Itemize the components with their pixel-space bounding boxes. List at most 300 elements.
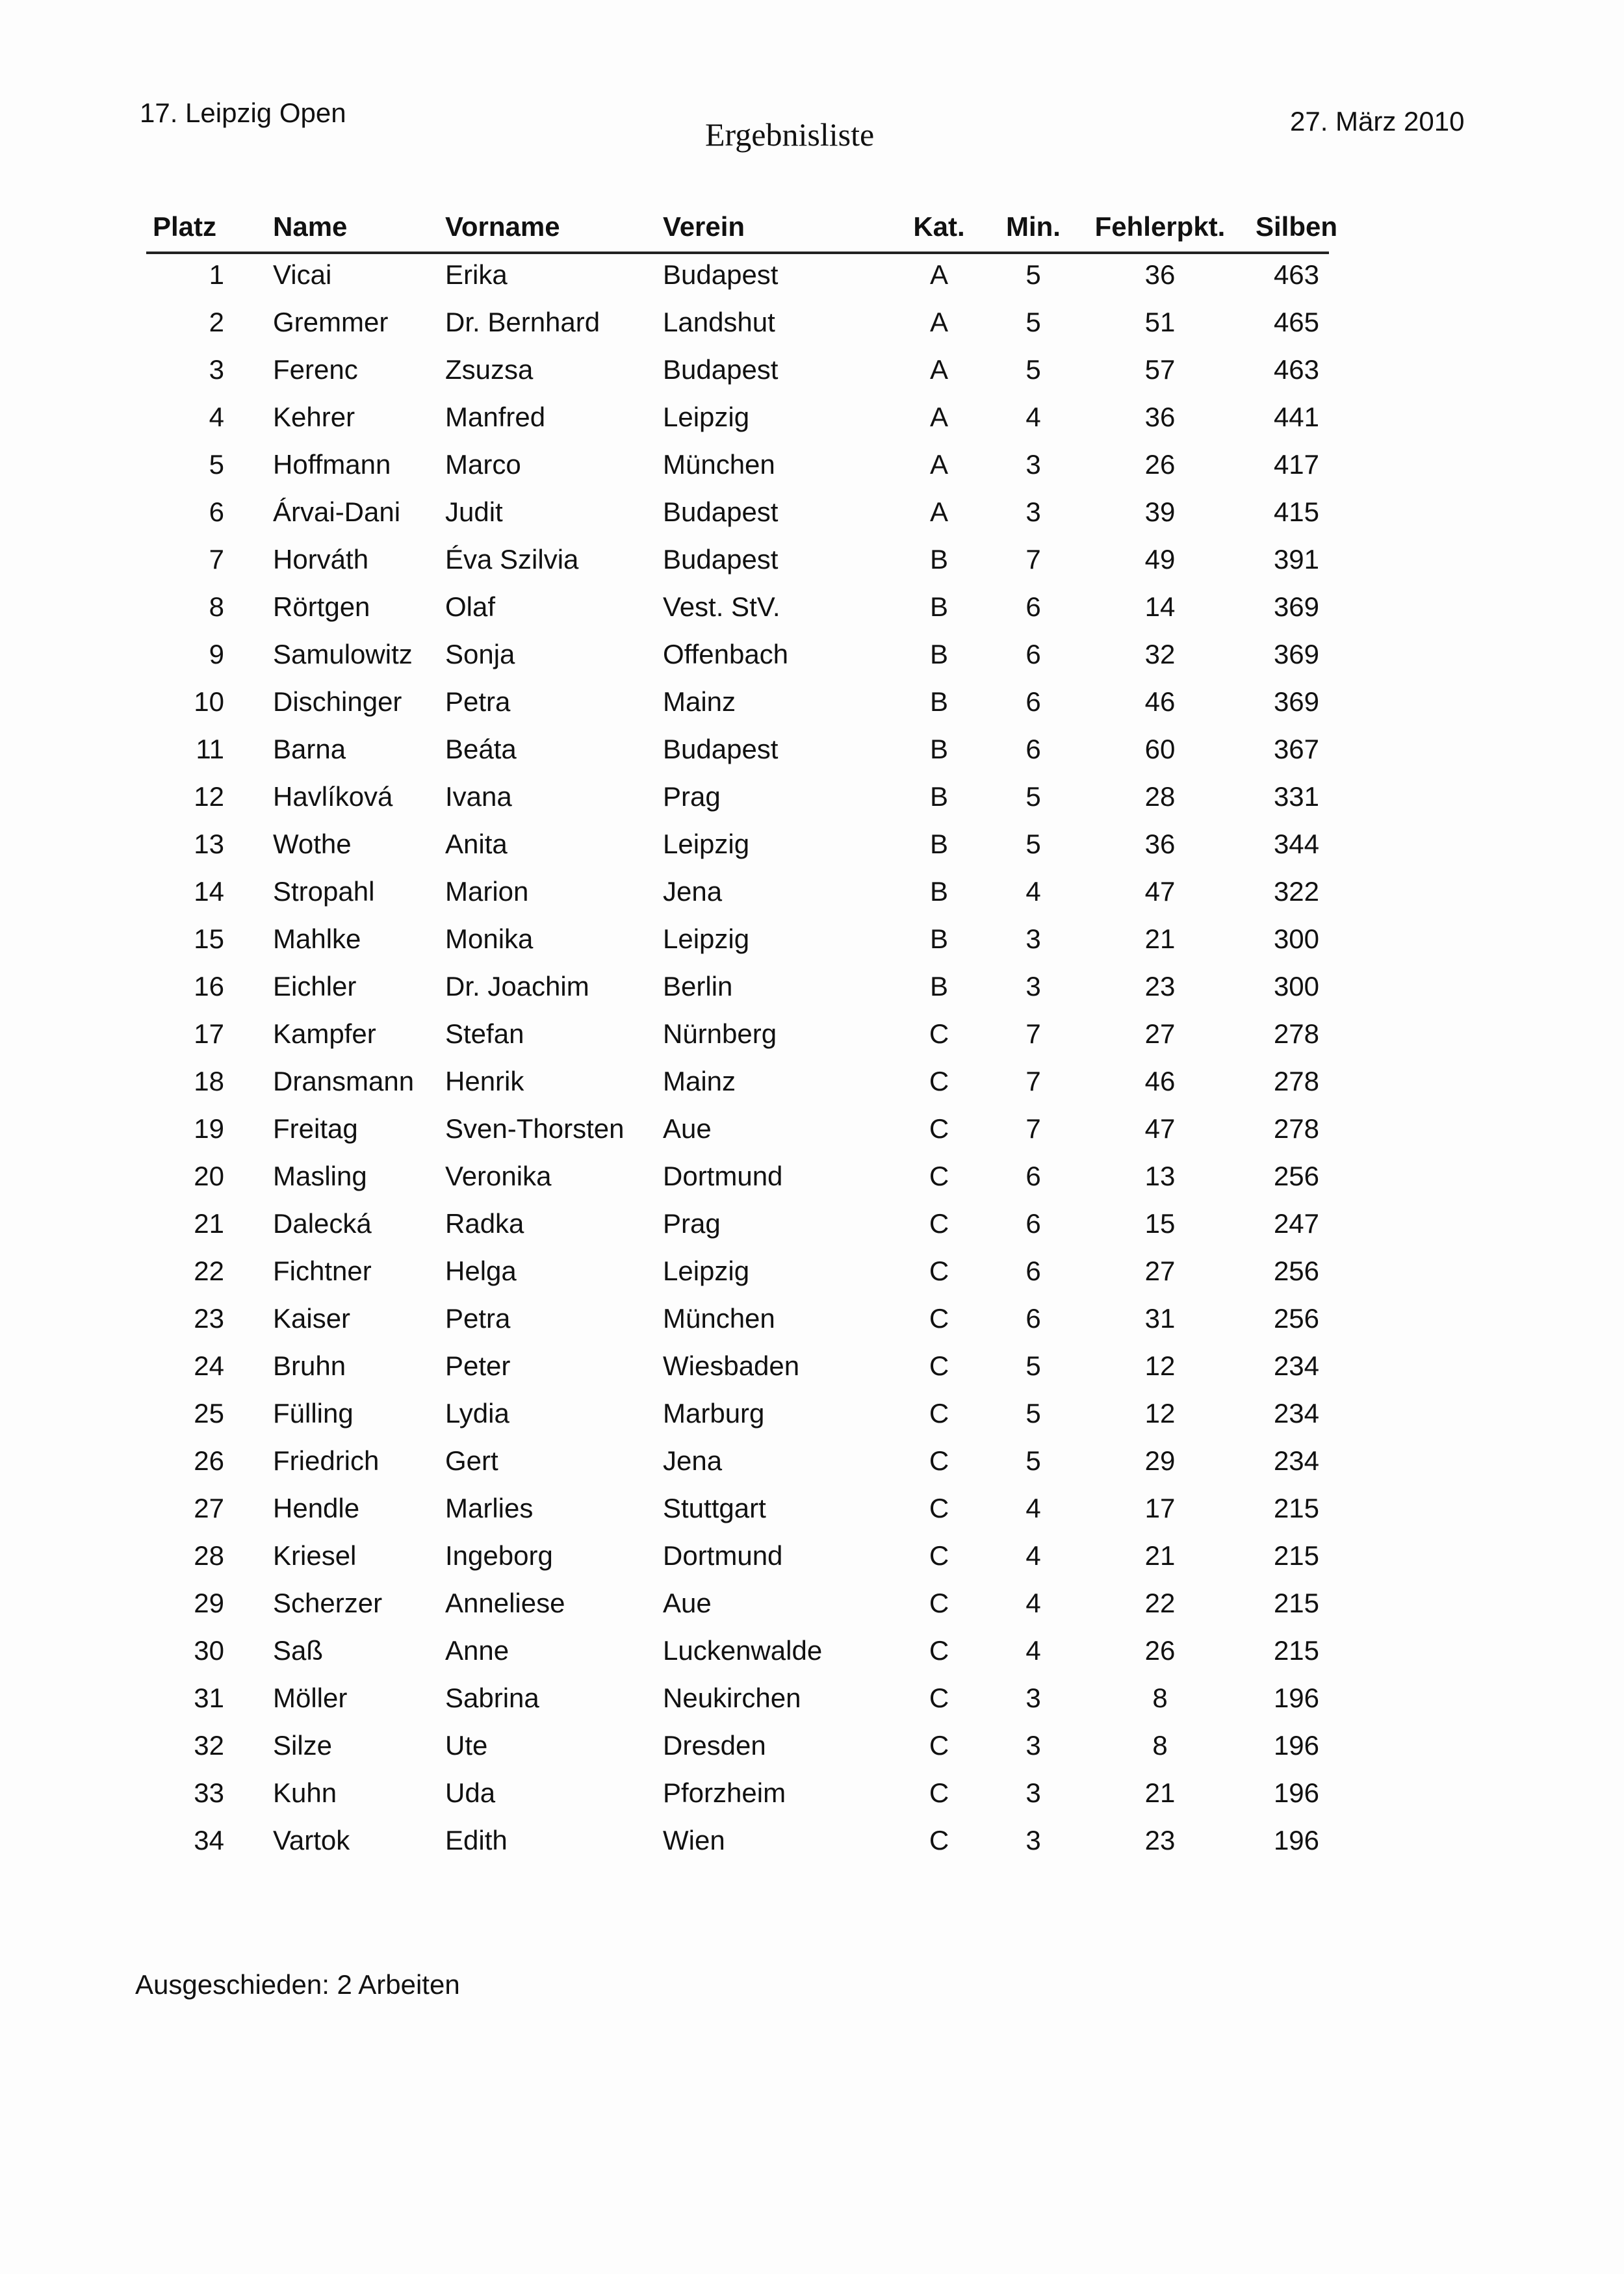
cell-verein: Berlin	[663, 971, 733, 1001]
cell-verein: Luckenwalde	[663, 1635, 823, 1666]
table-row	[146, 1256, 1329, 1303]
cell-platz: 22	[194, 1256, 224, 1286]
cell-min: 3	[1025, 1730, 1041, 1761]
cell-name: Scherzer	[273, 1588, 383, 1618]
cell-vorname: Petra	[445, 686, 511, 717]
cell-name: Eichler	[273, 971, 357, 1001]
cell-fehlerpkt: 60	[1144, 734, 1176, 764]
cell-verein: Dortmund	[663, 1161, 783, 1191]
cell-min: 4	[1025, 402, 1041, 432]
cell-vorname: Marion	[445, 876, 529, 907]
cell-name: Dalecká	[273, 1208, 372, 1239]
cell-silben: 256	[1273, 1256, 1320, 1286]
event-date: 27. März 2010	[1290, 106, 1465, 136]
cell-vorname: Peter	[445, 1350, 511, 1381]
cell-silben: 367	[1273, 734, 1320, 764]
cell-name: Barna	[273, 734, 346, 764]
cell-verein: Dresden	[663, 1730, 766, 1761]
table-row	[146, 1208, 1329, 1256]
cell-min: 5	[1025, 354, 1041, 385]
cell-kat: C	[929, 1208, 949, 1239]
cell-vorname: Ivana	[445, 781, 512, 812]
cell-platz: 15	[194, 924, 224, 954]
cell-platz: 9	[209, 639, 224, 669]
cell-name: Friedrich	[273, 1445, 380, 1476]
cell-platz: 8	[209, 591, 224, 622]
cell-silben: 234	[1273, 1445, 1320, 1476]
cell-name: Kaiser	[273, 1303, 351, 1334]
cell-vorname: Marco	[445, 449, 521, 480]
cell-verein: Budapest	[663, 734, 779, 764]
table-row	[146, 1540, 1329, 1588]
cell-platz: 32	[194, 1730, 224, 1761]
cell-name: Masling	[273, 1161, 367, 1191]
cell-name: Hendle	[273, 1493, 360, 1523]
column-header-verein: Verein	[663, 211, 745, 242]
table-row	[146, 924, 1329, 971]
cell-silben: 300	[1273, 971, 1320, 1001]
cell-vorname: Sonja	[445, 639, 515, 669]
cell-kat: C	[929, 1730, 949, 1761]
table-body	[146, 254, 1329, 1872]
cell-silben: 391	[1273, 544, 1320, 575]
cell-fehlerpkt: 22	[1144, 1588, 1176, 1618]
table-row	[146, 1066, 1329, 1113]
cell-name: Dransmann	[273, 1066, 415, 1096]
column-header-name: Name	[273, 211, 348, 242]
cell-fehlerpkt: 27	[1144, 1256, 1176, 1286]
table-row	[146, 1398, 1329, 1445]
cell-silben: 234	[1273, 1350, 1320, 1381]
table-row	[146, 1588, 1329, 1635]
cell-min: 3	[1025, 497, 1041, 527]
cell-platz: 19	[194, 1113, 224, 1144]
cell-kat: A	[929, 354, 948, 385]
cell-verein: Mainz	[663, 1066, 736, 1096]
cell-platz: 26	[194, 1445, 224, 1476]
cell-silben: 441	[1273, 402, 1320, 432]
cell-vorname: Radka	[445, 1208, 524, 1239]
cell-min: 6	[1025, 1303, 1041, 1334]
cell-fehlerpkt: 17	[1144, 1493, 1176, 1523]
table-row	[146, 781, 1329, 829]
cell-min: 6	[1025, 734, 1041, 764]
table-row	[146, 449, 1329, 497]
cell-verein: Leipzig	[663, 829, 750, 859]
column-header-platz: Platz	[153, 211, 217, 242]
cell-kat: A	[929, 449, 948, 480]
cell-platz: 20	[194, 1161, 224, 1191]
cell-silben: 247	[1273, 1208, 1320, 1239]
cell-kat: B	[929, 924, 948, 954]
column-header-silben: Silben	[1255, 211, 1338, 242]
table-row	[146, 829, 1329, 876]
cell-platz: 3	[209, 354, 224, 385]
cell-min: 3	[1025, 1683, 1041, 1713]
cell-fehlerpkt: 29	[1144, 1445, 1176, 1476]
cell-name: Havlíková	[273, 781, 393, 812]
cell-platz: 31	[194, 1683, 224, 1713]
cell-fehlerpkt: 15	[1144, 1208, 1176, 1239]
cell-kat: B	[929, 639, 948, 669]
cell-fehlerpkt: 47	[1144, 876, 1176, 907]
table-row	[146, 1730, 1329, 1777]
table-row	[146, 1635, 1329, 1683]
cell-platz: 30	[194, 1635, 224, 1666]
cell-verein: Wien	[663, 1825, 725, 1855]
page-title: Ergebnisliste	[705, 116, 875, 153]
cell-kat: C	[929, 1113, 949, 1144]
cell-vorname: Marlies	[445, 1493, 534, 1523]
cell-kat: B	[929, 781, 948, 812]
cell-min: 6	[1025, 1161, 1041, 1191]
cell-platz: 25	[194, 1398, 224, 1428]
cell-platz: 17	[194, 1018, 224, 1049]
cell-silben: 463	[1273, 354, 1320, 385]
cell-fehlerpkt: 12	[1144, 1350, 1176, 1381]
cell-kat: C	[929, 1398, 949, 1428]
cell-kat: C	[929, 1256, 949, 1286]
cell-silben: 196	[1273, 1825, 1320, 1855]
cell-name: Samulowitz	[273, 639, 413, 669]
cell-fehlerpkt: 46	[1144, 686, 1176, 717]
cell-name: Fichtner	[273, 1256, 372, 1286]
cell-platz: 27	[194, 1493, 224, 1523]
cell-platz: 29	[194, 1588, 224, 1618]
cell-name: Saß	[273, 1635, 324, 1666]
cell-silben: 369	[1273, 686, 1320, 717]
table-row	[146, 1350, 1329, 1398]
table-row	[146, 497, 1329, 544]
cell-min: 6	[1025, 1256, 1041, 1286]
cell-verein: Dortmund	[663, 1540, 783, 1571]
table-row	[146, 1303, 1329, 1350]
cell-fehlerpkt: 47	[1144, 1113, 1176, 1144]
cell-vorname: Edith	[445, 1825, 508, 1855]
cell-vorname: Zsuzsa	[445, 354, 534, 385]
cell-kat: A	[929, 307, 948, 337]
cell-verein: München	[663, 449, 775, 480]
cell-verein: Budapest	[663, 544, 779, 575]
cell-silben: 344	[1273, 829, 1320, 859]
cell-min: 6	[1025, 591, 1041, 622]
cell-kat: A	[929, 497, 948, 527]
cell-name: Möller	[273, 1683, 348, 1713]
cell-platz: 11	[196, 734, 224, 764]
cell-fehlerpkt: 14	[1144, 591, 1176, 622]
cell-silben: 322	[1273, 876, 1320, 907]
cell-silben: 369	[1273, 639, 1320, 669]
cell-min: 3	[1025, 1825, 1041, 1855]
cell-min: 4	[1025, 1540, 1041, 1571]
cell-name: Kehrer	[273, 402, 355, 432]
cell-verein: Marburg	[663, 1398, 765, 1428]
cell-min: 6	[1025, 1208, 1041, 1239]
cell-silben: 234	[1273, 1398, 1320, 1428]
cell-vorname: Sabrina	[445, 1683, 539, 1713]
cell-verein: Jena	[663, 876, 723, 907]
cell-fehlerpkt: 28	[1144, 781, 1176, 812]
cell-min: 7	[1025, 544, 1041, 575]
cell-vorname: Uda	[445, 1777, 496, 1808]
cell-vorname: Anita	[445, 829, 508, 859]
cell-min: 3	[1025, 1777, 1041, 1808]
cell-kat: C	[929, 1018, 949, 1049]
cell-kat: B	[929, 829, 948, 859]
cell-fehlerpkt: 23	[1144, 1825, 1176, 1855]
cell-silben: 465	[1273, 307, 1320, 337]
cell-name: Rörtgen	[273, 591, 370, 622]
cell-vorname: Ingeborg	[445, 1540, 553, 1571]
cell-fehlerpkt: 39	[1144, 497, 1176, 527]
cell-platz: 7	[209, 544, 224, 575]
cell-vorname: Dr. Bernhard	[445, 307, 600, 337]
cell-kat: C	[929, 1635, 949, 1666]
cell-kat: C	[929, 1777, 949, 1808]
cell-kat: A	[929, 259, 948, 290]
cell-silben: 463	[1273, 259, 1320, 290]
cell-silben: 278	[1273, 1066, 1320, 1096]
cell-min: 5	[1025, 307, 1041, 337]
cell-fehlerpkt: 27	[1144, 1018, 1176, 1049]
cell-min: 4	[1025, 1493, 1041, 1523]
cell-kat: A	[929, 402, 948, 432]
cell-platz: 34	[194, 1825, 224, 1855]
cell-kat: C	[929, 1540, 949, 1571]
cell-verein: Wiesbaden	[663, 1350, 800, 1381]
cell-verein: Nürnberg	[663, 1018, 777, 1049]
cell-name: Stropahl	[273, 876, 375, 907]
cell-platz: 23	[194, 1303, 224, 1334]
cell-vorname: Sven-Thorsten	[445, 1113, 625, 1144]
cell-name: Mahlke	[273, 924, 361, 954]
table-row	[146, 1445, 1329, 1493]
column-header-fehlerpkt: Fehlerpkt.	[1094, 211, 1226, 242]
cell-name: Kuhn	[273, 1777, 337, 1808]
cell-platz: 4	[209, 402, 224, 432]
cell-fehlerpkt: 12	[1144, 1398, 1176, 1428]
table-row	[146, 402, 1329, 449]
cell-min: 6	[1025, 639, 1041, 669]
cell-platz: 12	[194, 781, 224, 812]
cell-verein: Budapest	[663, 259, 779, 290]
cell-fehlerpkt: 32	[1144, 639, 1176, 669]
cell-fehlerpkt: 36	[1144, 829, 1176, 859]
cell-fehlerpkt: 57	[1144, 354, 1176, 385]
cell-name: Silze	[273, 1730, 333, 1761]
cell-kat: C	[929, 1588, 949, 1618]
cell-fehlerpkt: 46	[1144, 1066, 1176, 1096]
table-row	[146, 544, 1329, 591]
table-row	[146, 1777, 1329, 1825]
cell-min: 4	[1025, 876, 1041, 907]
column-header-min: Min.	[1006, 211, 1061, 242]
cell-min: 7	[1025, 1018, 1041, 1049]
cell-verein: Leipzig	[663, 924, 750, 954]
cell-platz: 21	[194, 1208, 224, 1239]
cell-platz: 16	[194, 971, 224, 1001]
cell-silben: 215	[1273, 1588, 1320, 1618]
cell-kat: B	[929, 544, 948, 575]
cell-kat: C	[929, 1161, 949, 1191]
table-row	[146, 591, 1329, 639]
cell-vorname: Beáta	[445, 734, 517, 764]
cell-min: 5	[1025, 1350, 1041, 1381]
cell-vorname: Anneliese	[445, 1588, 565, 1618]
cell-fehlerpkt: 31	[1144, 1303, 1176, 1334]
cell-verein: München	[663, 1303, 775, 1334]
cell-verein: Leipzig	[663, 1256, 750, 1286]
cell-platz: 18	[194, 1066, 224, 1096]
cell-kat: B	[929, 686, 948, 717]
cell-min: 6	[1025, 686, 1041, 717]
cell-kat: B	[929, 734, 948, 764]
cell-vorname: Helga	[445, 1256, 517, 1286]
cell-verein: Leipzig	[663, 402, 750, 432]
table-row	[146, 639, 1329, 686]
cell-min: 4	[1025, 1635, 1041, 1666]
cell-min: 7	[1025, 1113, 1041, 1144]
cell-kat: C	[929, 1683, 949, 1713]
cell-fehlerpkt: 36	[1144, 402, 1176, 432]
cell-kat: C	[929, 1066, 949, 1096]
table-row	[146, 1825, 1329, 1872]
table-row	[146, 1683, 1329, 1730]
cell-verein: Mainz	[663, 686, 736, 717]
cell-silben: 369	[1273, 591, 1320, 622]
cell-silben: 256	[1273, 1161, 1320, 1191]
cell-platz: 5	[209, 449, 224, 480]
cell-vorname: Ute	[445, 1730, 488, 1761]
cell-verein: Aue	[663, 1113, 712, 1144]
cell-kat: C	[929, 1493, 949, 1523]
cell-name: Freitag	[273, 1113, 358, 1144]
cell-verein: Landshut	[663, 307, 775, 337]
cell-kat: C	[929, 1445, 949, 1476]
cell-name: Wothe	[273, 829, 352, 859]
cell-verein: Prag	[663, 781, 721, 812]
cell-verein: Prag	[663, 1208, 721, 1239]
table-row	[146, 971, 1329, 1018]
cell-silben: 278	[1273, 1018, 1320, 1049]
cell-platz: 33	[194, 1777, 224, 1808]
cell-vorname: Petra	[445, 1303, 511, 1334]
cell-vorname: Judit	[445, 497, 503, 527]
column-header-vorname: Vorname	[445, 211, 560, 242]
cell-min: 7	[1025, 1066, 1041, 1096]
cell-fehlerpkt: 23	[1144, 971, 1176, 1001]
cell-name: Ferenc	[273, 354, 358, 385]
table-row	[146, 1018, 1329, 1066]
cell-vorname: Gert	[445, 1445, 498, 1476]
cell-vorname: Dr. Joachim	[445, 971, 589, 1001]
cell-fehlerpkt: 49	[1144, 544, 1176, 575]
column-header-kat: Kat.	[913, 211, 965, 242]
table-header	[146, 211, 1338, 254]
cell-verein: Vest. StV.	[663, 591, 780, 622]
cell-kat: B	[929, 876, 948, 907]
cell-silben: 331	[1273, 781, 1320, 812]
cell-name: Kriesel	[273, 1540, 357, 1571]
cell-silben: 415	[1273, 497, 1320, 527]
cell-kat: B	[929, 591, 948, 622]
cell-silben: 215	[1273, 1540, 1320, 1571]
cell-vorname: Henrik	[445, 1066, 524, 1096]
footer-note: Ausgeschieden: 2 Arbeiten	[135, 1969, 460, 2000]
cell-silben: 300	[1273, 924, 1320, 954]
cell-fehlerpkt: 8	[1152, 1683, 1168, 1713]
cell-platz: 24	[194, 1350, 224, 1381]
cell-fehlerpkt: 8	[1152, 1730, 1168, 1761]
cell-fehlerpkt: 51	[1144, 307, 1176, 337]
cell-fehlerpkt: 21	[1144, 1540, 1176, 1571]
cell-name: Gremmer	[273, 307, 389, 337]
table-row	[146, 307, 1329, 354]
cell-verein: Budapest	[663, 354, 779, 385]
cell-fehlerpkt: 21	[1144, 1777, 1176, 1808]
cell-kat: C	[929, 1303, 949, 1334]
cell-silben: 278	[1273, 1113, 1320, 1144]
cell-vorname: Manfred	[445, 402, 546, 432]
cell-platz: 6	[209, 497, 224, 527]
cell-verein: Stuttgart	[663, 1493, 766, 1523]
table-row	[146, 354, 1329, 402]
cell-fehlerpkt: 26	[1144, 449, 1176, 480]
cell-name: Vartok	[273, 1825, 350, 1855]
cell-min: 5	[1025, 1445, 1041, 1476]
cell-min: 5	[1025, 1398, 1041, 1428]
table-row	[146, 876, 1329, 924]
cell-min: 5	[1025, 781, 1041, 812]
cell-name: Kampfer	[273, 1018, 376, 1049]
cell-platz: 1	[209, 259, 224, 290]
cell-min: 3	[1025, 449, 1041, 480]
table-row	[146, 1493, 1329, 1540]
cell-name: Bruhn	[273, 1350, 346, 1381]
table-row	[146, 259, 1329, 307]
cell-fehlerpkt: 36	[1144, 259, 1176, 290]
cell-verein: Offenbach	[663, 639, 789, 669]
cell-name: Árvai-Dani	[273, 497, 401, 527]
cell-vorname: Stefan	[445, 1018, 524, 1049]
cell-silben: 417	[1273, 449, 1320, 480]
cell-vorname: Olaf	[445, 591, 496, 622]
cell-verein: Jena	[663, 1445, 723, 1476]
cell-vorname: Erika	[445, 259, 508, 290]
table-row	[146, 1161, 1329, 1208]
cell-fehlerpkt: 26	[1144, 1635, 1176, 1666]
cell-verein: Budapest	[663, 497, 779, 527]
cell-silben: 256	[1273, 1303, 1320, 1334]
cell-platz: 14	[194, 876, 224, 907]
cell-fehlerpkt: 21	[1144, 924, 1176, 954]
cell-platz: 28	[194, 1540, 224, 1571]
cell-platz: 13	[194, 829, 224, 859]
cell-verein: Pforzheim	[663, 1777, 786, 1808]
table-row	[146, 734, 1329, 781]
table-row	[146, 1113, 1329, 1161]
cell-vorname: Veronika	[445, 1161, 552, 1191]
cell-silben: 196	[1273, 1730, 1320, 1761]
cell-platz: 2	[209, 307, 224, 337]
cell-name: Dischinger	[273, 686, 402, 717]
cell-min: 4	[1025, 1588, 1041, 1618]
cell-name: Hoffmann	[273, 449, 391, 480]
cell-silben: 215	[1273, 1635, 1320, 1666]
cell-min: 3	[1025, 924, 1041, 954]
cell-vorname: Éva Szilvia	[445, 544, 579, 575]
cell-kat: B	[929, 971, 948, 1001]
